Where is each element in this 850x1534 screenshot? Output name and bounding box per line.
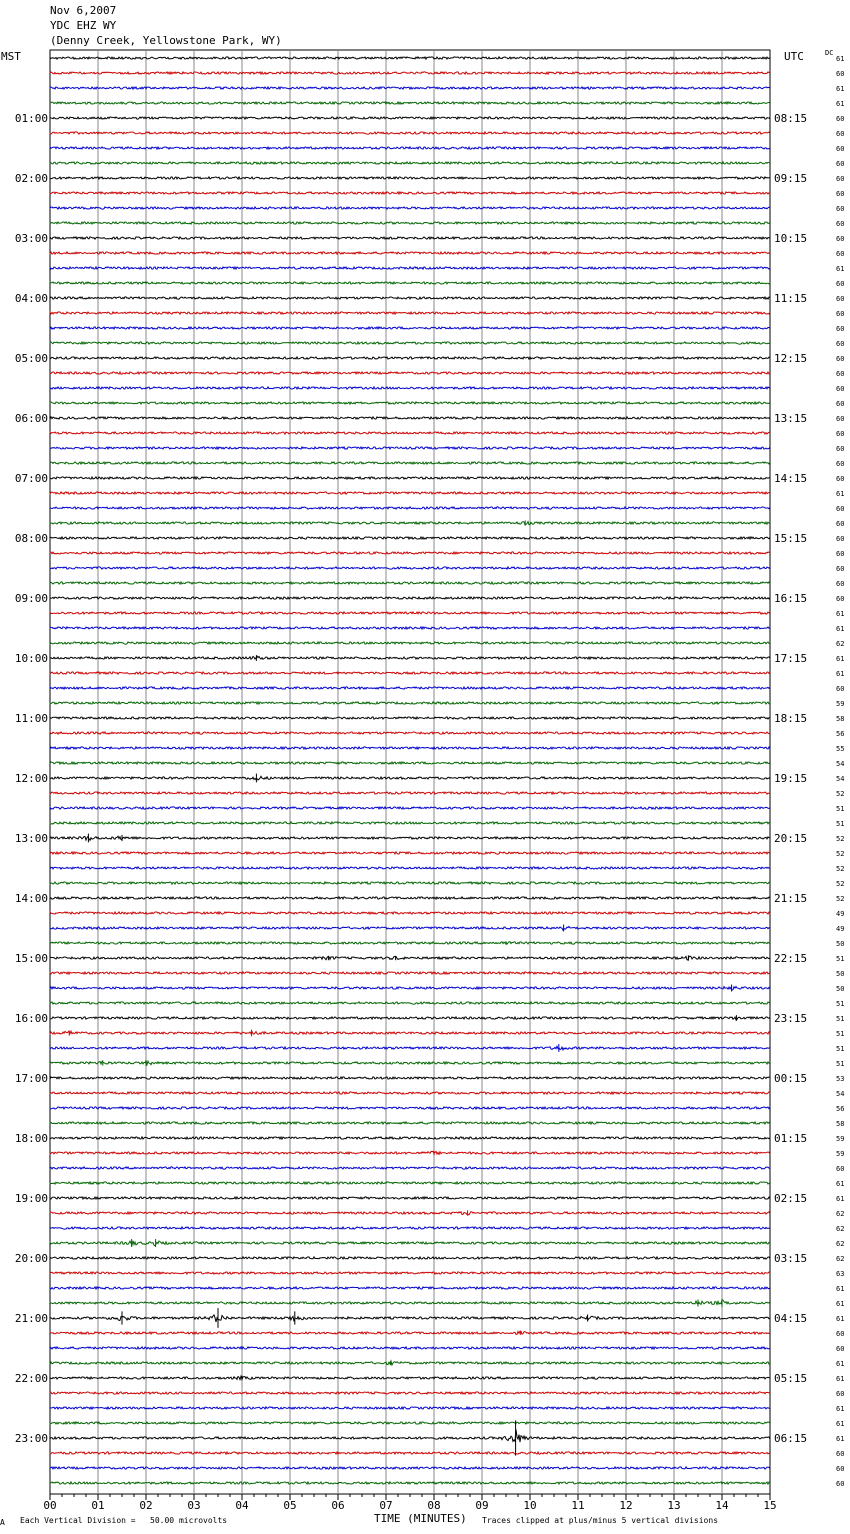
dc-offset-label: 61 bbox=[836, 655, 845, 663]
seismic-trace bbox=[50, 1347, 770, 1349]
x-tick-label: 11 bbox=[571, 1499, 585, 1512]
seismic-trace bbox=[50, 642, 770, 644]
mst-hour-label: 04:00 bbox=[14, 292, 48, 305]
mst-label: MST bbox=[1, 50, 21, 63]
dc-offset-label: 60 bbox=[836, 340, 845, 348]
dc-offset-label: 59 bbox=[836, 1135, 845, 1143]
dc-offset-label: 51 bbox=[836, 820, 845, 828]
dc-offset-label: 50 bbox=[836, 970, 845, 978]
seismic-trace bbox=[50, 282, 770, 284]
seismic-trace bbox=[50, 1137, 770, 1139]
seismic-trace bbox=[50, 1031, 770, 1034]
seismic-trace bbox=[50, 507, 770, 509]
seismic-trace bbox=[50, 417, 770, 419]
dc-offset-label: 52 bbox=[836, 835, 845, 843]
seismic-trace bbox=[50, 762, 770, 764]
seismic-trace bbox=[50, 177, 770, 179]
seismic-trace bbox=[50, 72, 770, 74]
dc-offset-label: 51 bbox=[836, 1000, 845, 1008]
seismic-trace bbox=[50, 612, 770, 614]
seismic-trace bbox=[50, 477, 770, 479]
x-tick-label: 03 bbox=[187, 1499, 201, 1512]
footer-scale: Each Vertical Division = 50.00 microvolts bbox=[20, 1516, 228, 1525]
dc-offset-label: 51 bbox=[836, 1045, 845, 1053]
seismic-trace bbox=[50, 567, 770, 569]
seismic-trace bbox=[50, 1227, 770, 1229]
seismic-trace bbox=[50, 582, 770, 584]
seismic-trace bbox=[50, 1182, 770, 1184]
header-station: YDC EHZ WY bbox=[50, 19, 117, 32]
dc-offset-label: 55 bbox=[836, 745, 845, 753]
seismic-trace bbox=[50, 222, 770, 224]
mst-hour-label: 09:00 bbox=[14, 592, 48, 605]
dc-offset-label: 60 bbox=[836, 160, 845, 168]
footer-mark: A bbox=[0, 1518, 5, 1527]
utc-hour-label: 17:15 bbox=[774, 652, 808, 665]
seismic-trace bbox=[50, 252, 770, 254]
mst-hour-label: 20:00 bbox=[14, 1252, 48, 1265]
dc-offset-label: 60 bbox=[836, 355, 845, 363]
seismic-trace bbox=[50, 1197, 770, 1199]
dc-offset-label: 60 bbox=[836, 520, 845, 528]
dc-offset-label: 61 bbox=[836, 670, 845, 678]
dc-offset-label: 58 bbox=[836, 715, 845, 723]
dc-offset-label: 61 bbox=[836, 1285, 845, 1293]
utc-hour-label: 05:15 bbox=[774, 1372, 808, 1385]
seismic-trace bbox=[50, 1376, 770, 1379]
dc-offset-label: 61 bbox=[836, 1420, 845, 1428]
dc-offset-label: 51 bbox=[836, 955, 845, 963]
x-axis-title: TIME (MINUTES) bbox=[374, 1512, 467, 1525]
seismic-trace bbox=[50, 656, 770, 659]
seismic-trace bbox=[50, 372, 770, 374]
utc-label: UTC bbox=[784, 50, 804, 63]
utc-hour-label: 16:15 bbox=[774, 592, 808, 605]
dc-offset-label: 49 bbox=[836, 925, 845, 933]
dc-offset-label: 60 bbox=[836, 220, 845, 228]
seismic-trace bbox=[50, 702, 770, 704]
seismic-trace bbox=[50, 387, 770, 389]
dc-offset-label: 60 bbox=[836, 400, 845, 408]
seismic-trace bbox=[50, 792, 770, 794]
seismic-trace bbox=[50, 462, 770, 464]
dc-offset-label: 60 bbox=[836, 70, 845, 78]
seismic-trace bbox=[50, 942, 770, 944]
seismic-trace bbox=[50, 132, 770, 134]
dc-offset-label: 60 bbox=[836, 1330, 845, 1338]
dc-offset-label: 52 bbox=[836, 895, 845, 903]
dc-offset-label: 60 bbox=[836, 235, 845, 243]
seismic-trace bbox=[50, 687, 770, 689]
mst-hour-label: 15:00 bbox=[14, 952, 48, 965]
seismic-trace bbox=[50, 867, 770, 869]
seismic-trace bbox=[50, 1272, 770, 1274]
utc-hour-label: 18:15 bbox=[774, 712, 808, 725]
dc-offset-label: 56 bbox=[836, 1105, 845, 1113]
seismic-trace bbox=[50, 87, 770, 89]
dc-offset-label: 60 bbox=[836, 595, 845, 603]
seismic-trace bbox=[50, 102, 770, 104]
x-tick-label: 04 bbox=[235, 1499, 249, 1512]
dc-offset-label: 61 bbox=[836, 1315, 845, 1323]
dc-offset-label: 61 bbox=[836, 1195, 845, 1203]
dc-offset-label: 52 bbox=[836, 790, 845, 798]
dc-offset-label: 50 bbox=[836, 985, 845, 993]
utc-hour-label: 14:15 bbox=[774, 472, 808, 485]
dc-offset-label: 60 bbox=[836, 115, 845, 123]
dc-offset-label: 61 bbox=[836, 1360, 845, 1368]
seismic-trace bbox=[50, 1257, 770, 1259]
seismic-trace bbox=[50, 162, 770, 164]
dc-offset-label: 54 bbox=[836, 1090, 845, 1098]
dc-offset-label: 60 bbox=[836, 535, 845, 543]
utc-hour-label: 20:15 bbox=[774, 832, 808, 845]
mst-hour-label: 17:00 bbox=[14, 1072, 48, 1085]
dc-offset-label: 61 bbox=[836, 610, 845, 618]
seismic-trace bbox=[50, 1107, 770, 1109]
seismic-trace bbox=[50, 972, 770, 974]
mst-hour-label: 10:00 bbox=[14, 652, 48, 665]
dc-offset-label: 60 bbox=[836, 1345, 845, 1353]
seismic-trace bbox=[50, 1092, 770, 1094]
utc-hour-label: 13:15 bbox=[774, 412, 808, 425]
dc-offset-label: 60 bbox=[836, 475, 845, 483]
dc-offset-label: 60 bbox=[836, 130, 845, 138]
dc-offset-label: 62 bbox=[836, 1240, 845, 1248]
dc-offset-label: 51 bbox=[836, 805, 845, 813]
dc-offset-label: 59 bbox=[836, 1150, 845, 1158]
dc-offset-label: 52 bbox=[836, 865, 845, 873]
mst-hour-label: 07:00 bbox=[14, 472, 48, 485]
footer-clip: Traces clipped at plus/minus 5 vertical divisions bbox=[482, 1516, 719, 1525]
dc-offset-label: 51 bbox=[836, 1030, 845, 1038]
dc-offset-label: 60 bbox=[836, 685, 845, 693]
seismic-trace bbox=[50, 1287, 770, 1289]
dc-offset-label: 58 bbox=[836, 1120, 845, 1128]
seismic-trace bbox=[50, 357, 770, 359]
utc-hour-label: 03:15 bbox=[774, 1252, 808, 1265]
dc-offset-label: 61 bbox=[836, 1300, 845, 1308]
seismic-trace bbox=[50, 447, 770, 449]
x-tick-label: 07 bbox=[379, 1499, 393, 1512]
mst-hour-label: 06:00 bbox=[14, 412, 48, 425]
seismic-trace bbox=[50, 1407, 770, 1409]
seismic-trace bbox=[50, 1002, 770, 1004]
dc-offset-label: 61 bbox=[836, 625, 845, 633]
dc-offset-label: 56 bbox=[836, 730, 845, 738]
seismic-trace bbox=[50, 912, 770, 914]
mst-hour-label: 05:00 bbox=[14, 352, 48, 365]
dc-offset-label: 61 bbox=[836, 100, 845, 108]
seismic-trace bbox=[50, 1212, 770, 1215]
dc-offset-label: 60 bbox=[836, 1480, 845, 1488]
seismic-trace bbox=[50, 1467, 770, 1469]
mst-hour-label: 02:00 bbox=[14, 172, 48, 185]
dc-offset-label: 61 bbox=[836, 1180, 845, 1188]
seismic-trace bbox=[50, 327, 770, 329]
dc-offset-label: 61 bbox=[836, 490, 845, 498]
x-tick-label: 08 bbox=[427, 1499, 441, 1512]
dc-offset-label: 60 bbox=[836, 385, 845, 393]
dc-offset-label: 50 bbox=[836, 940, 845, 948]
x-tick-label: 12 bbox=[619, 1499, 633, 1512]
seismic-trace bbox=[50, 402, 770, 404]
seismic-trace bbox=[50, 1452, 770, 1454]
dc-offset-label: 60 bbox=[836, 1165, 845, 1173]
seismic-trace bbox=[50, 956, 770, 960]
utc-hour-label: 08:15 bbox=[774, 112, 808, 125]
dc-offset-label: 62 bbox=[836, 1255, 845, 1263]
dc-offset-label: 54 bbox=[836, 760, 845, 768]
seismic-trace bbox=[50, 207, 770, 209]
dc-offset-label: 51 bbox=[836, 1060, 845, 1068]
dc-offset-label: 60 bbox=[836, 580, 845, 588]
dc-offset-label: 62 bbox=[836, 640, 845, 648]
seismic-trace bbox=[50, 1077, 770, 1079]
seismic-trace bbox=[50, 1361, 770, 1365]
seismic-trace bbox=[50, 57, 770, 59]
seismic-trace bbox=[50, 1315, 770, 1322]
seismic-trace bbox=[50, 1430, 770, 1443]
dc-offset-label: 60 bbox=[836, 325, 845, 333]
seismic-trace bbox=[50, 1482, 770, 1484]
seismic-trace bbox=[50, 1122, 770, 1124]
seismic-trace bbox=[50, 312, 770, 314]
utc-hour-label: 00:15 bbox=[774, 1072, 808, 1085]
seismic-trace bbox=[50, 147, 770, 149]
x-tick-label: 01 bbox=[91, 1499, 105, 1512]
utc-hour-label: 10:15 bbox=[774, 232, 808, 245]
x-tick-label: 02 bbox=[139, 1499, 153, 1512]
mst-hour-label: 11:00 bbox=[14, 712, 48, 725]
dc-offset-label: 61 bbox=[836, 1435, 845, 1443]
dc-offset-label: 60 bbox=[836, 295, 845, 303]
utc-hour-label: 02:15 bbox=[774, 1192, 808, 1205]
seismic-trace bbox=[50, 926, 770, 930]
seismic-trace bbox=[50, 627, 770, 629]
dc-offset-label: 61 bbox=[836, 85, 845, 93]
mst-hour-label: 22:00 bbox=[14, 1372, 48, 1385]
dc-offset-label: 60 bbox=[836, 565, 845, 573]
header-date: Nov 6,2007 bbox=[50, 4, 117, 17]
mst-hour-label: 03:00 bbox=[14, 232, 48, 245]
utc-hour-label: 06:15 bbox=[774, 1432, 808, 1445]
mst-hour-label: 01:00 bbox=[14, 112, 48, 125]
utc-hour-label: 23:15 bbox=[774, 1012, 808, 1025]
seismic-trace bbox=[50, 1061, 770, 1065]
utc-hour-label: 21:15 bbox=[774, 892, 808, 905]
dc-offset-label: 49 bbox=[836, 910, 845, 918]
dc-offset-label: 61 bbox=[836, 1375, 845, 1383]
dc-offset-label: 52 bbox=[836, 880, 845, 888]
mst-hour-label: 18:00 bbox=[14, 1132, 48, 1145]
seismic-trace bbox=[50, 1167, 770, 1169]
seismic-trace bbox=[50, 267, 770, 269]
seismic-trace bbox=[50, 537, 770, 539]
seismic-trace bbox=[50, 836, 770, 840]
seismic-trace bbox=[50, 822, 770, 824]
seismic-trace bbox=[50, 882, 770, 884]
x-tick-label: 00 bbox=[43, 1499, 57, 1512]
seismic-trace bbox=[50, 597, 770, 599]
seismic-trace bbox=[50, 117, 770, 119]
dc-offset-label: 60 bbox=[836, 415, 845, 423]
dc-offset-label: 62 bbox=[836, 1210, 845, 1218]
dc-offset-label: 60 bbox=[836, 175, 845, 183]
seismic-trace bbox=[50, 1151, 770, 1154]
seismic-trace bbox=[50, 1422, 770, 1424]
dc-offset-label: 60 bbox=[836, 430, 845, 438]
x-tick-label: 10 bbox=[523, 1499, 537, 1512]
seismic-trace bbox=[50, 1300, 770, 1305]
dc-offset-label: 60 bbox=[836, 370, 845, 378]
seismic-trace bbox=[50, 776, 770, 780]
dc-offset-label: 63 bbox=[836, 1270, 845, 1278]
utc-hour-label: 19:15 bbox=[774, 772, 808, 785]
seismic-trace bbox=[50, 717, 770, 719]
x-tick-label: 05 bbox=[283, 1499, 297, 1512]
dc-offset-label: 61 bbox=[836, 55, 845, 63]
seismic-trace bbox=[50, 237, 770, 239]
dc-offset-label: 52 bbox=[836, 850, 845, 858]
dc-offset-label: 53 bbox=[836, 1075, 845, 1083]
dc-offset-label: 60 bbox=[836, 445, 845, 453]
seismic-trace bbox=[50, 897, 770, 899]
dc-label: DC bbox=[825, 49, 834, 57]
dc-offset-label: 62 bbox=[836, 1225, 845, 1233]
x-tick-label: 15 bbox=[763, 1499, 777, 1512]
seismic-trace bbox=[50, 522, 770, 525]
utc-hour-label: 12:15 bbox=[774, 352, 808, 365]
x-tick-label: 14 bbox=[715, 1499, 729, 1512]
seismic-trace bbox=[50, 747, 770, 749]
seismic-trace bbox=[50, 432, 770, 434]
seismic-trace bbox=[50, 672, 770, 674]
seismic-trace bbox=[50, 297, 770, 299]
dc-offset-label: 59 bbox=[836, 700, 845, 708]
utc-hour-label: 11:15 bbox=[774, 292, 808, 305]
mst-hour-label: 12:00 bbox=[14, 772, 48, 785]
seismic-trace bbox=[50, 1331, 770, 1334]
mst-hour-label: 23:00 bbox=[14, 1432, 48, 1445]
seismic-trace bbox=[50, 492, 770, 494]
dc-offset-label: 61 bbox=[836, 265, 845, 273]
seismic-trace bbox=[50, 552, 770, 554]
dc-offset-label: 60 bbox=[836, 1465, 845, 1473]
dc-offset-label: 60 bbox=[836, 250, 845, 258]
mst-hour-label: 14:00 bbox=[14, 892, 48, 905]
seismic-trace bbox=[50, 807, 770, 809]
dc-offset-label: 60 bbox=[836, 205, 845, 213]
x-tick-label: 09 bbox=[475, 1499, 489, 1512]
utc-hour-label: 15:15 bbox=[774, 532, 808, 545]
seismic-trace bbox=[50, 1046, 770, 1050]
mst-hour-label: 21:00 bbox=[14, 1312, 48, 1325]
mst-hour-label: 13:00 bbox=[14, 832, 48, 845]
dc-offset-label: 60 bbox=[836, 1390, 845, 1398]
seismic-trace bbox=[50, 1392, 770, 1394]
mst-hour-label: 08:00 bbox=[14, 532, 48, 545]
dc-offset-label: 60 bbox=[836, 310, 845, 318]
seismic-trace bbox=[50, 1017, 770, 1020]
seismic-trace bbox=[50, 852, 770, 854]
dc-offset-label: 61 bbox=[836, 1405, 845, 1413]
dc-offset-label: 51 bbox=[836, 1015, 845, 1023]
dc-offset-label: 60 bbox=[836, 505, 845, 513]
dc-offset-label: 60 bbox=[836, 550, 845, 558]
dc-offset-label: 60 bbox=[836, 190, 845, 198]
seismic-trace bbox=[50, 342, 770, 344]
seismic-trace bbox=[50, 987, 770, 991]
dc-offset-label: 60 bbox=[836, 1450, 845, 1458]
seismic-trace bbox=[50, 192, 770, 194]
utc-hour-label: 09:15 bbox=[774, 172, 808, 185]
seismic-trace bbox=[50, 732, 770, 734]
mst-hour-label: 16:00 bbox=[14, 1012, 48, 1025]
seismic-trace bbox=[50, 1241, 770, 1246]
utc-hour-label: 22:15 bbox=[774, 952, 808, 965]
dc-offset-label: 60 bbox=[836, 460, 845, 468]
utc-hour-label: 01:15 bbox=[774, 1132, 808, 1145]
header-location: (Denny Creek, Yellowstone Park, WY) bbox=[50, 34, 282, 47]
dc-offset-label: 54 bbox=[836, 775, 845, 783]
x-tick-label: 13 bbox=[667, 1499, 681, 1512]
dc-offset-label: 60 bbox=[836, 280, 845, 288]
utc-hour-label: 04:15 bbox=[774, 1312, 808, 1325]
mst-hour-label: 19:00 bbox=[14, 1192, 48, 1205]
dc-offset-label: 60 bbox=[836, 145, 845, 153]
x-tick-label: 06 bbox=[331, 1499, 345, 1512]
